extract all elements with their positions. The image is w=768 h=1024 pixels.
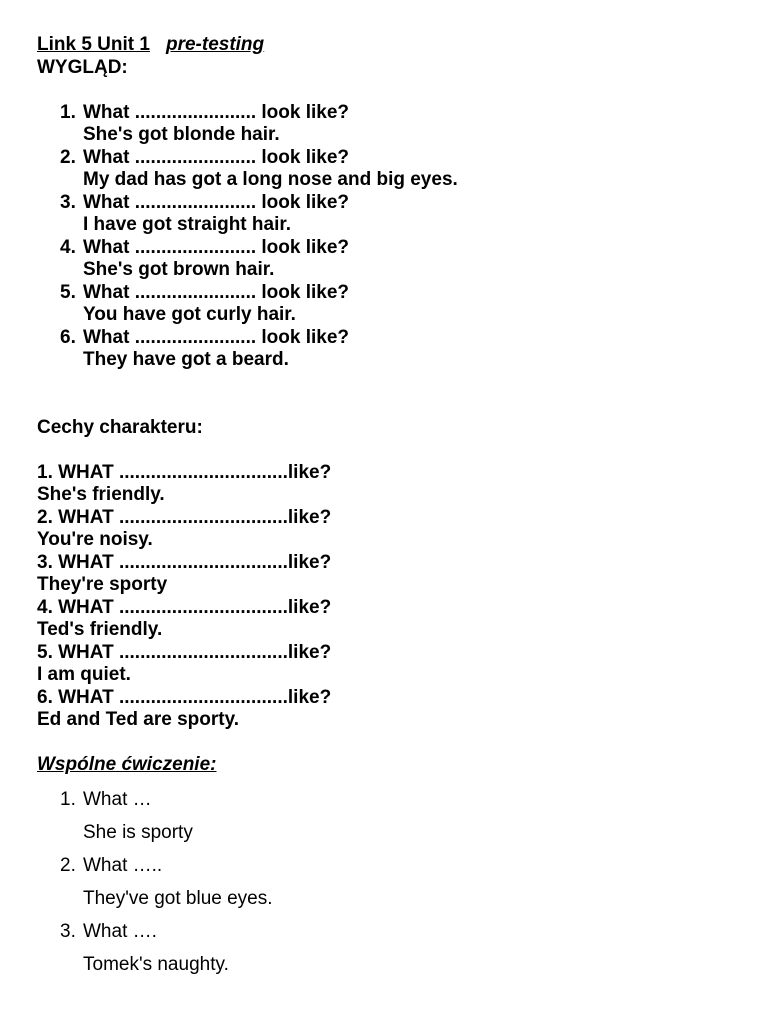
section-heading-character: Cechy charakteru: — [37, 416, 203, 438]
item-number: 4. — [60, 236, 76, 258]
answer-text: They've got blue eyes. — [83, 888, 273, 909]
answer-text: I have got straight hair. — [83, 214, 291, 235]
section-heading-exercise: Wspólne ćwiczenie: — [37, 754, 217, 775]
document-title — [37, 34, 737, 57]
list-item-question — [37, 282, 737, 305]
item-number: 3. — [60, 191, 76, 213]
exercise-list — [37, 789, 737, 977]
answer-text: My dad has got a long nose and big eyes. — [83, 169, 458, 190]
list-item-question — [37, 921, 737, 944]
list-item-answer — [37, 822, 737, 845]
question-text: What ....................... look like? — [83, 101, 350, 123]
list-item-answer — [37, 888, 737, 911]
list-item-answer — [37, 349, 737, 372]
list-item-question: 5. WHAT ................................like? — [37, 641, 332, 663]
list-item-answer: They're sporty — [37, 574, 168, 595]
list-item-question: 6. WHAT ................................like? — [37, 686, 332, 708]
item-number: 3. — [60, 920, 76, 942]
question-text: What ….. — [83, 854, 163, 876]
list-item-answer — [37, 214, 737, 237]
question-text: What …. — [83, 920, 157, 942]
list-item-answer — [37, 124, 737, 147]
list-item-answer: I am quiet. — [37, 664, 131, 685]
item-number: 5. — [60, 281, 76, 303]
answer-text: You have got curly hair. — [83, 304, 296, 325]
character-list — [37, 462, 737, 732]
section-heading-appearance: WYGLĄD: — [37, 56, 128, 78]
answer-text: Tomek's naughty. — [83, 954, 229, 975]
question-text: What ....................... look like? — [83, 326, 350, 348]
question-text: What ....................... look like? — [83, 191, 350, 213]
question-text: What ....................... look like? — [83, 236, 350, 258]
item-number: 1. — [60, 101, 76, 123]
answer-text: She's got blonde hair. — [83, 124, 280, 145]
list-item-answer — [37, 954, 737, 977]
item-number: 1. — [60, 788, 76, 810]
list-item-answer — [37, 304, 737, 327]
list-item-question — [37, 237, 737, 260]
list-item-question — [37, 192, 737, 215]
question-text: What ....................... look like? — [83, 281, 350, 303]
title-subtitle: pre-testing — [165, 34, 265, 55]
list-item-answer — [37, 169, 737, 192]
list-item-question — [37, 789, 737, 812]
list-item-answer: Ted's friendly. — [37, 619, 163, 640]
list-item-answer: She's friendly. — [37, 484, 165, 505]
answer-text: She is sporty — [83, 822, 193, 843]
answer-text: They have got a beard. — [83, 349, 289, 370]
list-item-question — [37, 327, 737, 350]
list-item-answer: You're noisy. — [37, 529, 153, 550]
list-item-question: 3. WHAT ................................like? — [37, 551, 332, 573]
list-item-answer — [37, 259, 737, 282]
item-number: 2. — [60, 854, 76, 876]
item-number: 2. — [60, 146, 76, 168]
list-item-question: 2. WHAT ................................like? — [37, 506, 332, 528]
item-number: 6. — [60, 326, 76, 348]
document-page — [37, 34, 737, 977]
list-item-answer: Ed and Ted are sporty. — [37, 709, 240, 730]
list-item-question — [37, 855, 737, 878]
answer-text: She's got brown hair. — [83, 259, 275, 280]
title-text: Link 5 Unit 1 — [37, 34, 150, 55]
list-item-question: 1. WHAT ................................like? — [37, 461, 332, 483]
list-item-question — [37, 147, 737, 170]
question-text: What ....................... look like? — [83, 146, 350, 168]
list-item-question — [37, 102, 737, 125]
appearance-list — [37, 102, 737, 372]
list-item-question: 4. WHAT ................................like? — [37, 596, 332, 618]
question-text: What … — [83, 788, 152, 810]
